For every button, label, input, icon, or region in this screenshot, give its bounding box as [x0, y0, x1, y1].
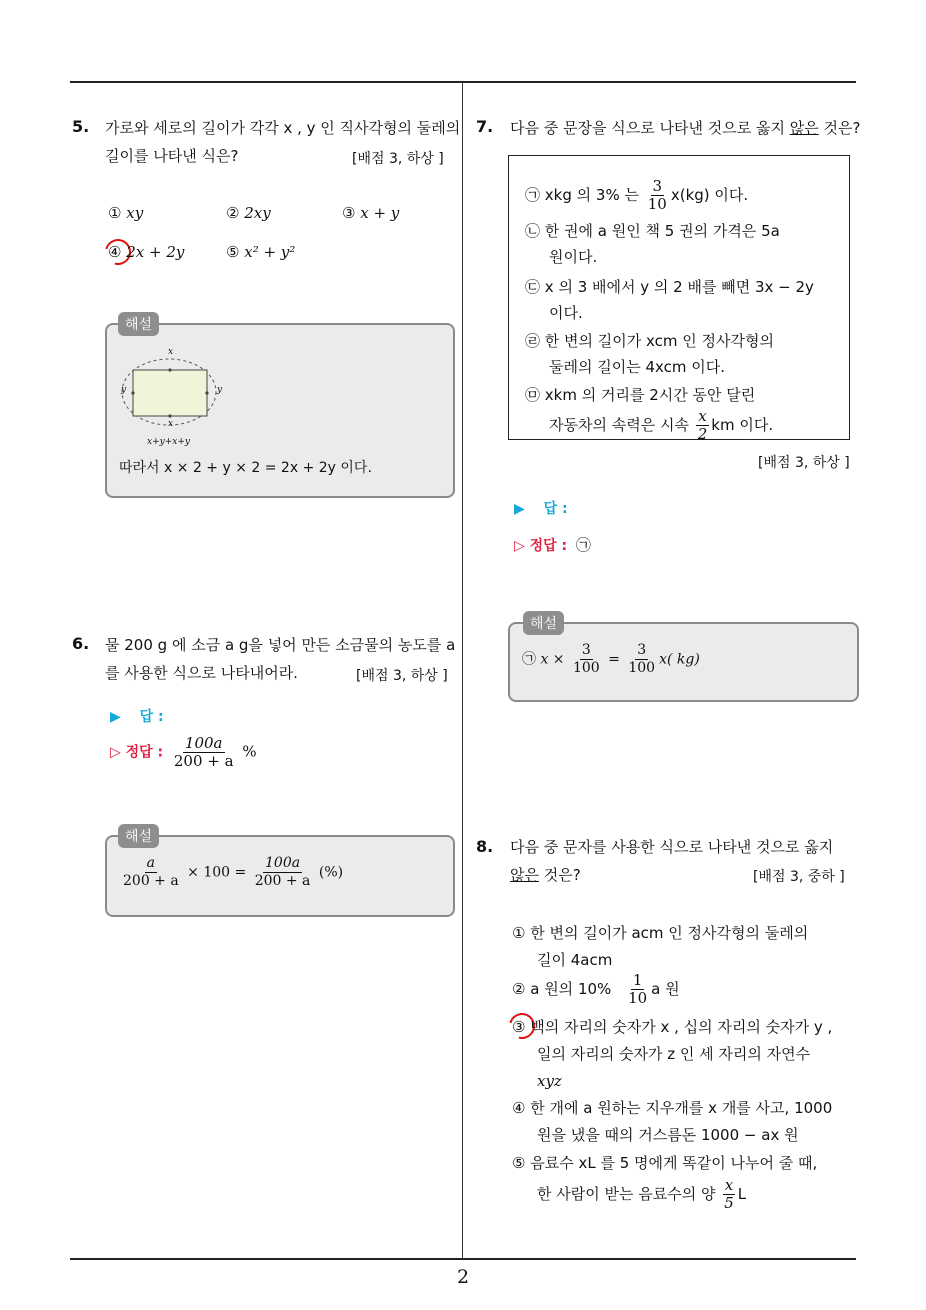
q7-question-pre: 다음 중 문장을 식으로 나타낸 것으로 옳지: [510, 119, 790, 137]
q7-answer-label: 답 :: [543, 501, 568, 517]
q7-sol-post: x( kg): [659, 651, 700, 668]
q7-item-3: [525, 274, 814, 326]
q7-sol-f2-num: 3: [637, 642, 647, 658]
q7-item-1-num: 3: [652, 177, 663, 195]
q8-choice-2-num: 1: [632, 971, 643, 989]
q7-item-2: [525, 218, 780, 270]
q6-sol-f2-den: 200 + a: [254, 873, 311, 889]
q7-sol-f2-den: 100: [628, 660, 656, 676]
top-rule: [70, 81, 856, 83]
q8-choice-2-pre: a 원의 10%: [530, 980, 612, 998]
q5-choice-3-text: x + y: [360, 204, 400, 222]
q6-correct-num: 100a: [184, 734, 223, 752]
q5-solution-text: 따라서 x × 2 + y × 2 = 2x + 2y 이다.: [119, 460, 372, 476]
q8-choice-3-line1: 백의 자리의 숫자가 x , 십의 자리의 숫자가 y ,: [530, 1018, 833, 1036]
q7-item-1-den: 10: [647, 195, 667, 213]
q7-statements-box: [508, 155, 850, 443]
q5-choice-1-mark: ①: [108, 204, 122, 222]
q7-item-5-line1: xkm 의 거리를 2시간 동안 달린: [544, 386, 756, 404]
q8-choice-1-mark: ①: [512, 924, 526, 942]
q6-sol-frac-2: [253, 855, 313, 890]
q7-item-5-num: x: [698, 407, 707, 425]
q5-choice-1-text: xy: [126, 204, 144, 222]
q5-choice-5-mark: ⑤: [226, 243, 240, 261]
q7-item-1-frac: [646, 178, 669, 213]
q7-sol-f1-den: 100: [572, 660, 600, 676]
q6-correct-row: [110, 735, 257, 770]
play-arrow-icon: ▶: [514, 501, 525, 517]
q5-rectangle-diagram: [119, 347, 239, 447]
q7-item-1-a: xkg 의 3% 는: [544, 186, 639, 204]
q5-solution-box: [105, 323, 455, 498]
q6-correct-unit: %: [242, 742, 257, 761]
q5-diagram-bottom: x: [168, 419, 174, 429]
q7-item-5-frac: [696, 408, 710, 443]
q8-choice-3-line3: xyz: [537, 1072, 562, 1090]
q5-choice-4-text: 2x + 2y: [126, 243, 185, 261]
q8-choice-5-den: 5: [724, 1194, 734, 1212]
q7-item-5-mark: ㉤: [525, 386, 541, 404]
q7-item-5: [525, 382, 773, 443]
column-divider: [462, 83, 463, 1258]
q7-item-4: [525, 328, 774, 380]
q8-choice-5-mark: ⑤: [512, 1154, 526, 1172]
q8-line1: 다음 중 문자를 사용한 식으로 나타낸 것으로 옳지: [510, 838, 834, 856]
q7-number: 7.: [476, 117, 494, 136]
q8-choice-4-line1: 한 개에 a 원하는 지우개를 x 개를 사고, 1000: [530, 1099, 833, 1117]
q5-diagram-left: y: [121, 385, 127, 395]
q8-choice-3-line2: 일의 자리의 숫자가 z 인 세 자리의 자연수: [537, 1045, 811, 1063]
q6-answer-label: 답 :: [139, 709, 164, 725]
q5-choice-4[interactable]: [108, 241, 184, 263]
q8-choice-2-den: 10: [628, 989, 648, 1007]
q6-sol-f1-den: 200 + a: [123, 873, 179, 889]
q8-choice-3[interactable]: [512, 1014, 832, 1095]
q5-choice-2-mark: ②: [226, 204, 240, 222]
triangle-outline-icon: ▷: [110, 744, 121, 761]
q6-number: 6.: [72, 634, 90, 653]
q7-item-2-line2: 원이다.: [549, 248, 598, 266]
q7-item-5-line2-pre: 자동차의 속력은 시속: [549, 416, 689, 434]
q5-diagram-right: y: [217, 385, 223, 395]
q8-choice-4-mark: ④: [512, 1099, 526, 1117]
q7-score: [배점 3, 하상 ]: [758, 455, 850, 471]
q7-item-4-line2: 둘레의 길이는 4xcm 이다.: [549, 358, 726, 376]
q5-diagram-sum: x+y+x+y: [147, 437, 190, 447]
page-number: 2: [456, 1266, 470, 1288]
q7-correct-value: ㉠: [575, 536, 591, 554]
q8-choice-5[interactable]: [512, 1150, 817, 1212]
q6-score: [배점 3, 하상 ]: [356, 668, 448, 684]
q5-number: 5.: [72, 117, 90, 136]
q7-sol-eq: =: [608, 651, 620, 668]
q7-item-1-b: x(kg) 이다.: [670, 186, 749, 204]
q7-item-1: [525, 178, 748, 213]
q6-correct-label: 정답 :: [125, 744, 164, 761]
q6-sol-f2-num: 100a: [265, 855, 301, 871]
q7-sol-f1-num: 3: [581, 642, 591, 658]
q8-choice-5-num: x: [724, 1176, 734, 1194]
play-arrow-icon: ▶: [110, 709, 121, 725]
q5-choice-2-text: 2xy: [244, 204, 271, 222]
q7-item-3-mark: ㉢: [525, 278, 541, 296]
q5-choice-2[interactable]: [226, 202, 271, 224]
q8-choice-5-line1: 음료수 xL 를 5 명에게 똑같이 나누어 줄 때,: [530, 1154, 818, 1172]
bottom-rule: [70, 1258, 856, 1260]
q7-sol-frac-1: [571, 642, 602, 677]
q8-choice-4[interactable]: [512, 1095, 832, 1149]
q6-line1: 물 200 g 에 소금 a g을 넣어 만든 소금물의 농도를 a: [105, 636, 456, 654]
q5-solution-tag: 해설: [118, 312, 159, 336]
q8-choice-2-post: a 원: [651, 980, 680, 998]
q5-line1: 가로와 세로의 길이가 각각 x , y 인 직사각형의 둘레의: [105, 119, 461, 137]
q8-choice-2[interactable]: [512, 972, 680, 1007]
q7-solution-tag: 해설: [523, 611, 564, 635]
q8-score: [배점 3, 중하 ]: [753, 869, 845, 885]
q5-choice-3[interactable]: [342, 202, 399, 224]
q8-choice-4-line2: 원을 냈을 때의 거스름돈 1000 − ax 원: [537, 1126, 799, 1144]
q5-choice-3-mark: ③: [342, 204, 356, 222]
q7-item-2-mark: ㉡: [525, 222, 541, 240]
q6-answer-row: [110, 706, 164, 726]
q6-sol-mid: × 100 =: [187, 864, 247, 881]
q6-solution-tag: 해설: [118, 824, 159, 848]
q7-solution: [522, 642, 700, 677]
q7-sol-pre: x ×: [540, 651, 565, 668]
q5-choice-5[interactable]: [226, 241, 295, 263]
q7-answer-row: [514, 498, 568, 518]
q6-correct-fraction: [172, 735, 236, 770]
q8-choice-2-mark: ②: [512, 980, 526, 998]
q7-question: [510, 114, 860, 142]
q7-sol-mark: ㉠: [522, 651, 536, 668]
q7-sol-frac-2: [626, 642, 657, 677]
q5-choice-1[interactable]: [108, 202, 143, 224]
q7-item-1-mark: ㉠: [525, 186, 541, 204]
q7-item-4-line1: 한 변의 길이가 xcm 인 정사각형의: [544, 332, 774, 350]
q8-choice-5-line2-pre: 한 사람이 받는 음료수의 양: [537, 1185, 716, 1203]
q8-choice-1-line2: 길이 4acm: [537, 951, 613, 969]
q8-choice-5-line2-post: L: [737, 1185, 747, 1203]
q7-item-4-mark: ㉣: [525, 332, 541, 350]
q7-question-post: 것은?: [818, 119, 861, 137]
q6-solution-box: [105, 835, 455, 917]
q7-item-5-den: 2: [697, 425, 708, 443]
q6-sol-f1-num: a: [146, 855, 156, 871]
q5-choice-5-text: x² + y²: [244, 243, 296, 261]
q6-sol-frac-1: [121, 855, 181, 890]
q8-choice-1-line1: 한 변의 길이가 acm 인 정사각형의 둘레의: [530, 924, 809, 942]
q8-choice-2-frac: [626, 972, 649, 1007]
q8-line2-under: 않은: [510, 866, 539, 884]
q6-line2: 를 사용한 식으로 나타내어라.: [105, 664, 298, 682]
q8-choice-1[interactable]: [512, 920, 808, 974]
q6-solution: [119, 855, 343, 890]
q7-correct-label: 정답 :: [529, 538, 568, 554]
q7-correct-row: [514, 534, 591, 555]
q6-correct-den: 200 + a: [173, 752, 234, 770]
q7-item-2-line1: 한 권에 a 원인 책 5 권의 가격은 5a: [544, 222, 780, 240]
q8-line2: [510, 861, 581, 889]
q6-sol-unit: (%): [318, 864, 344, 881]
q7-item-3-line1: x 의 3 배에서 y 의 2 배를 빼면 3x − 2y: [544, 278, 814, 296]
q8-line2-post: 것은?: [538, 866, 581, 884]
q8-choice-3-mark: ③: [512, 1018, 526, 1036]
triangle-outline-icon: ▷: [514, 538, 525, 554]
q5-score: [배점 3, 하상 ]: [352, 151, 444, 167]
q8-number: 8.: [476, 837, 494, 856]
q8-choice-5-frac: [722, 1177, 736, 1212]
q7-item-5-line2-post: km 이다.: [711, 416, 774, 434]
q7-item-3-line2: 이다.: [549, 304, 583, 322]
q7-question-under: 않은: [789, 119, 819, 137]
q5-line2: 길이를 나타낸 식은?: [105, 147, 239, 165]
q5-choice-4-mark: ④: [108, 243, 122, 261]
q5-diagram-top: x: [168, 347, 174, 357]
